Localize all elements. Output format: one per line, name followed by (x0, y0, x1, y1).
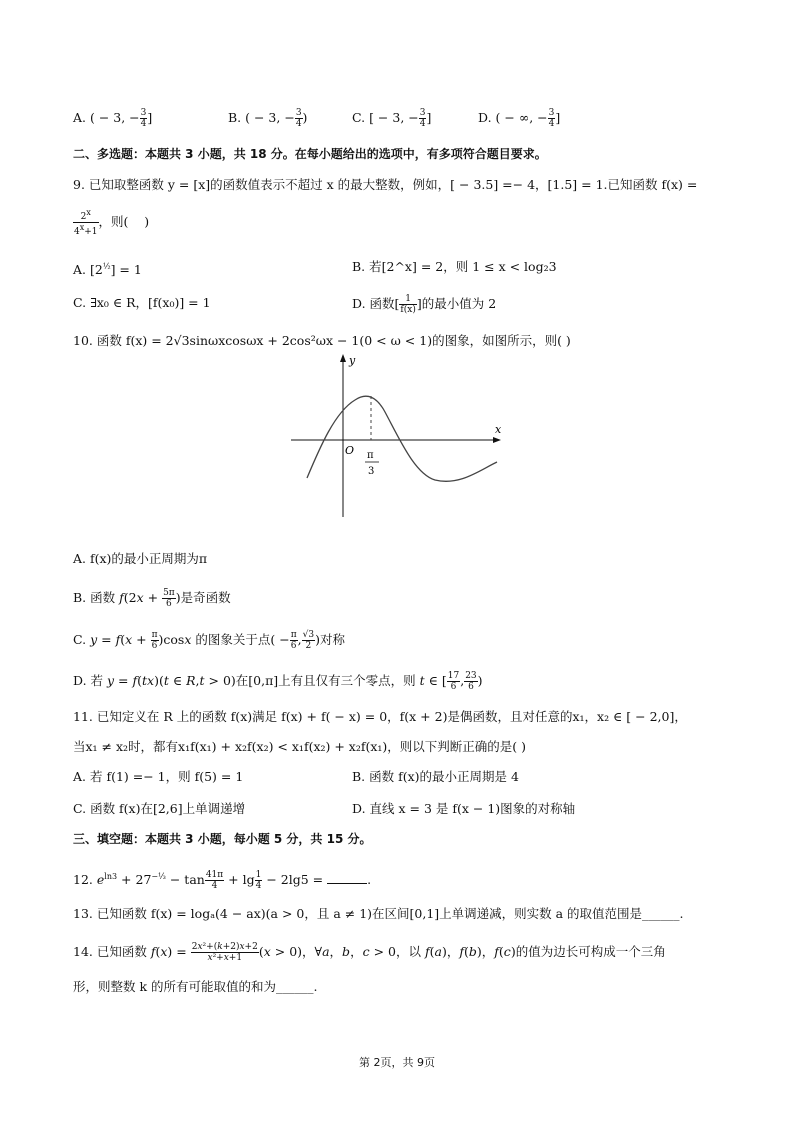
q11-stem-line2: 当x₁ ≠ x₂时，都有x₁f(x₁) + x₂f(x₂) < x₁f(x₂) + x₂f(x₁)，则以下判断正确的是( ) (73, 739, 527, 754)
tick-denominator: 3 (368, 466, 375, 477)
q8-option-b: B. ( − 3, − $\frac{3}{4}$ ) (228, 108, 308, 129)
q10-option-c: C. y = f(x + $\frac{\pi}{6}$ )cosx 的图象关于点( − $\frac{\pi}{6}$ , $\frac{√3}{2}$ )对称 (73, 630, 345, 651)
q11-option-b: B. 函数 f(x)的最小正周期是 4 (352, 769, 519, 784)
q9-option-c: C. ∃x₀ ∈ R，[f(x₀)] = 1 (73, 295, 211, 310)
q10-stem: 10. 函数 f(x) = 2√3sinωxcosωx + 2cos²ωx − 1(0 < ω < 1)的图象，如图所示，则( ) (73, 333, 571, 348)
sine-curve (307, 396, 497, 481)
q14-line1: 14. 已知函数 f(x) = $\frac{\text{2x²+(k+2)x+2}}{\text{x²+x+1}}$ (x > 0)，∀a，b，c > 0，以 f(a)，f(b)，f(c)的值为边长可构成一个三角 (73, 942, 666, 963)
q13: 13. 已知函数 f(x) = logₐ(4 − ax)(a > 0，且 a ≠ 1)在区间[0,1]上单调递减，则实数 a 的取值范围是______. (73, 906, 684, 921)
q11-stem-line1: 11. 已知定义在 R 上的函数 f(x)满足 f(x) + f( − x) = 0，f(x + 2)是偶函数，且对任意的x₁，x₂ ∈ [ − 2,0]， (73, 709, 687, 724)
q9-option-a: A. $[2^{\frac{1}{2}}] = 1$ (73, 262, 142, 278)
q9-option-d: D. 函数[ $\frac{1}{f(x)}$ ]的最小值为 2 (352, 294, 497, 315)
q12: 12. $e^{ln3} + 27^{-\frac{1}{3}} - \tan$ $\frac{41\pi}{4}$ + lg $\frac{1}{4}$ − 2lg5 = . (73, 870, 372, 892)
page-footer: 第 2页，共 9页 (359, 1056, 435, 1069)
q9-stem-line2: $\frac{2^x}{4^x+1}$ ，则( ) (74, 208, 150, 237)
x-axis-arrow (493, 437, 501, 443)
q10-option-b: B. 函数 f(2x + $\frac{5\pi}{6}$ )是奇函数 (73, 588, 231, 609)
q8-option-c: C. [ − 3, − $\frac{3}{4}$ ] (352, 108, 432, 129)
section-3-heading: 三、填空题：本题共 3 小题，每小题 5 分，共 15 分。 (73, 832, 372, 846)
q9-stem-line1: 9. 已知取整函数 y = [x]的函数值表示不超过 x 的最大整数，例如，[ − 3.5] =− 4，[1.5] = 1.已知函数 f(x) = (73, 177, 698, 192)
tick-numerator: π (367, 450, 374, 461)
q10-option-d: D. 若 y = f(tx)(t ∈ R,t > 0)在[0,π]上有且仅有三个零点，则 t ∈ [ $\frac{17}{6}$ , $\frac{23}{6}$ ) (73, 671, 483, 692)
x-label: x (495, 423, 502, 436)
section-2-heading: 二、多选题：本题共 3 小题，共 18 分。在每小题给出的选项中，有多项符合题目要求。 (73, 147, 547, 161)
q10-function-graph (285, 352, 510, 522)
q11-option-a: A. 若 f(1) =− 1，则 f(5) = 1 (73, 769, 244, 784)
y-axis-arrow (340, 354, 346, 362)
q14-line2: 形，则整数 k 的所有可能取值的和为______. (73, 979, 318, 994)
origin-label: O (345, 444, 355, 457)
q8-option-a: A. ( − 3, − $\frac{3}{4}$ ] (73, 108, 153, 129)
q10-option-a: A. f(x)的最小正周期为π (73, 551, 208, 566)
q9-option-b: B. 若[2^x] = 2，则 1 ≤ x < log₂3 (352, 259, 557, 274)
q11-option-d: D. 直线 x = 3 是 f(x − 1)图象的对称轴 (352, 801, 576, 816)
q8-option-d: D. ( − ∞, − $\frac{3}{4}$ ] (478, 108, 561, 129)
q11-option-c: C. 函数 f(x)在[2,6]上单调递增 (73, 801, 246, 816)
y-label: y (349, 354, 356, 367)
